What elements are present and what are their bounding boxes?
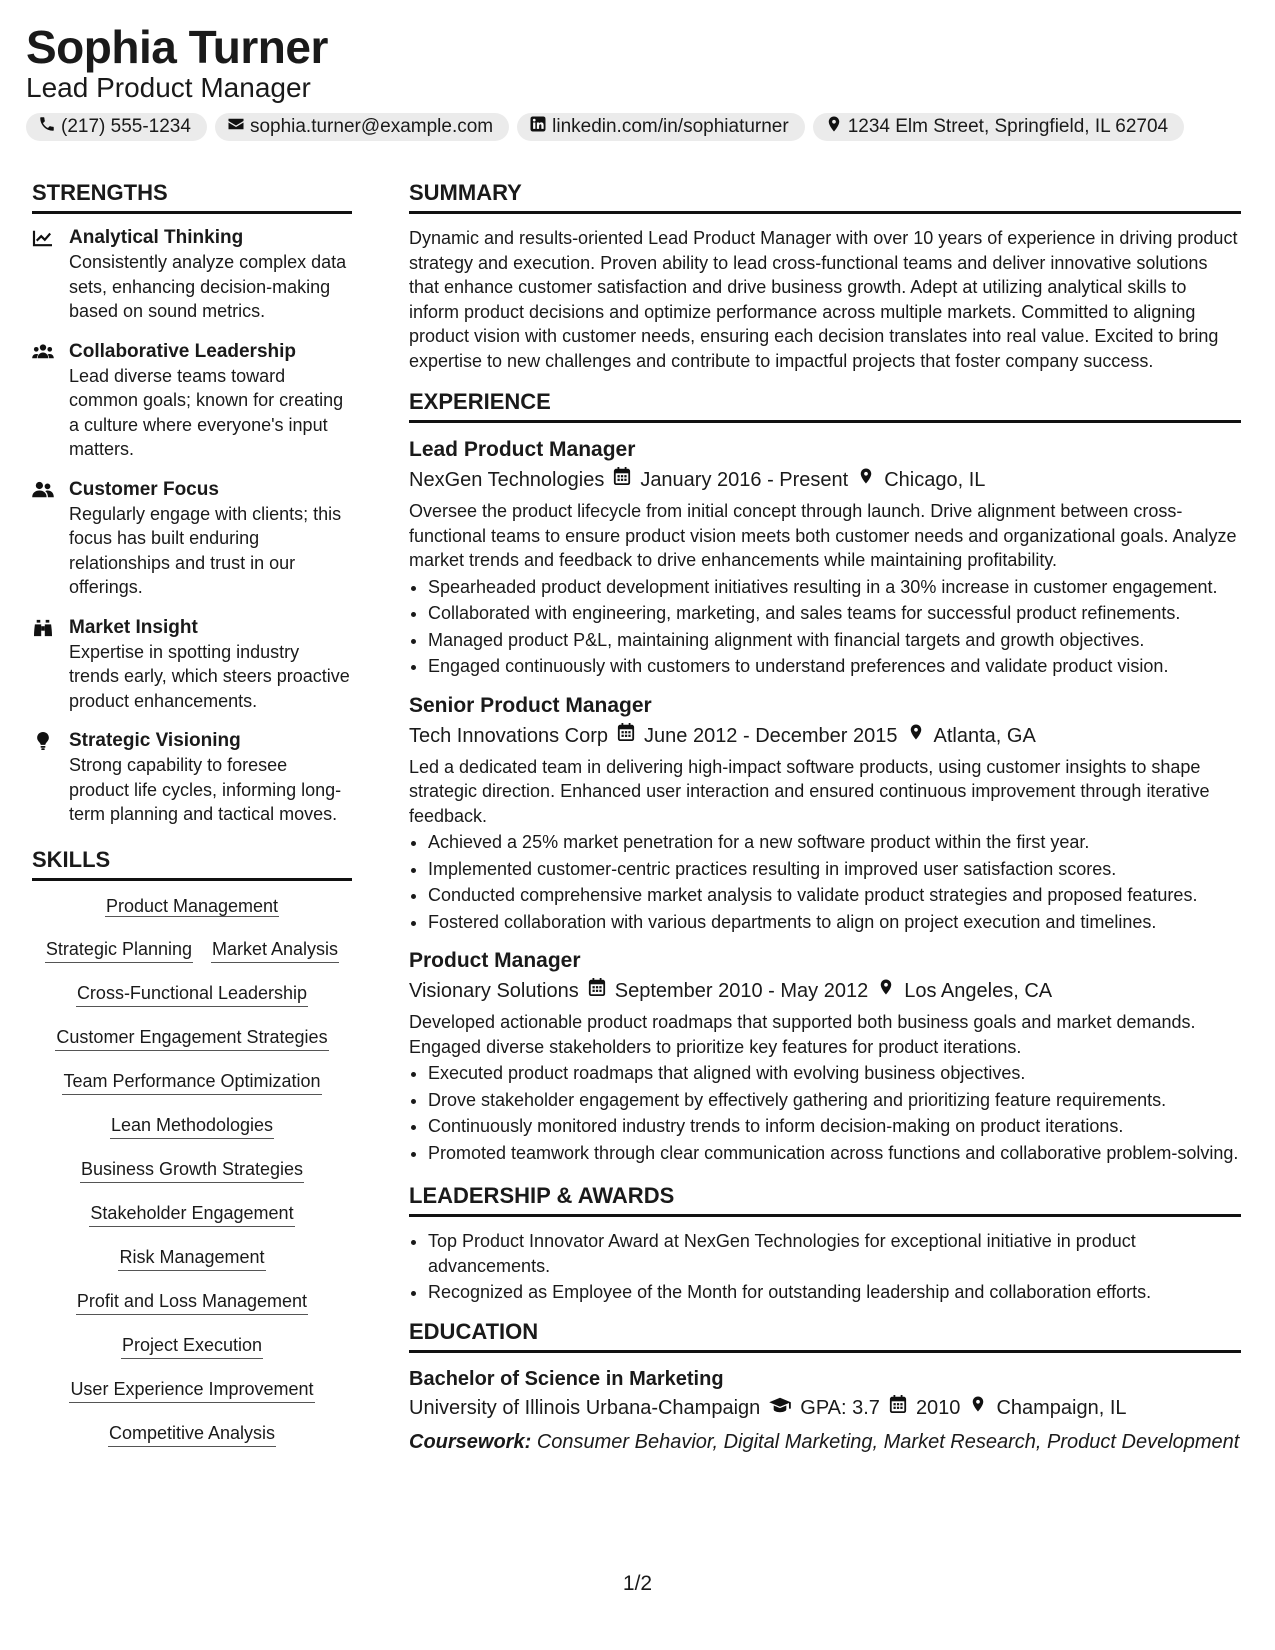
skill-tag: Strategic Planning	[45, 936, 193, 963]
strength-item	[32, 478, 352, 600]
contact-address[interactable]	[813, 113, 1184, 141]
job-title: Senior Product Manager	[409, 693, 652, 717]
strength-item	[32, 340, 352, 462]
job-location: Atlanta, GA	[933, 724, 1036, 747]
skill-tag: Lean Methodologies	[110, 1112, 274, 1139]
strength-desc: Regularly engage with clients; this focus has built enduring relationships and trust in our offerings.	[69, 503, 342, 597]
list-item: • Managed product P&L, maintaining alignment with financial targets and growth objectives.	[428, 628, 1241, 653]
contact-linkedin-text: linkedin.com/in/sophiaturner	[552, 116, 789, 137]
job-title: Product Manager	[409, 949, 581, 972]
map-pin-icon	[907, 721, 925, 751]
list-item: • Collaborated with engineering, marketing, and sales teams for successful product refinements.	[428, 601, 1241, 626]
contact-address-text: 1234 Elm Street, Springfield, IL 62704	[847, 116, 1169, 137]
job-location: Los Angeles, CA	[904, 980, 1053, 1002]
job-location: Chicago, IL	[884, 469, 986, 491]
edu-year: 2010	[915, 1396, 961, 1419]
skill-tag: User Experience Improvement	[69, 1376, 314, 1403]
skill-tag: Market Analysis	[211, 936, 339, 963]
job-dates: September 2010 - May 2012	[614, 980, 869, 1002]
user-group-icon	[32, 478, 56, 600]
right-column	[409, 180, 1241, 1457]
strength-name: Customer Focus	[69, 478, 219, 500]
skill-tag: Customer Engagement Strategies	[55, 1024, 328, 1051]
list-item: • Fostered collaboration with various departments to align on project execution and timelines.	[428, 910, 1241, 935]
strength-name: Strategic Visioning	[69, 730, 241, 751]
job-dates: June 2012 - December 2015	[644, 724, 898, 747]
strength-item	[32, 616, 352, 714]
candidate-name: Sophia Turner	[26, 21, 328, 73]
edu-gpa: GPA: 3.7	[800, 1396, 880, 1419]
contact-email-text: sophia.turner@example.com	[249, 116, 494, 137]
awards-list	[409, 1229, 1241, 1305]
skill-tag: Business Growth Strategies	[80, 1156, 304, 1183]
binoculars-icon	[32, 616, 56, 714]
job-company: Visionary Solutions	[409, 980, 579, 1002]
list-item: • Recognized as Employee of the Month for outstanding leadership and collaboration efforts.	[428, 1280, 1241, 1305]
edu-degree: Bachelor of Science in Marketing	[409, 1367, 724, 1390]
skill-tag: Product Management	[105, 895, 279, 916]
graduation-cap-icon	[769, 1393, 791, 1423]
contact-phone[interactable]	[26, 113, 207, 141]
coursework-text: Consumer Behavior, Digital Marketing, Market Research, Product Development	[536, 1430, 1240, 1453]
calendar-icon	[617, 721, 635, 751]
skills-heading: SKILLS	[32, 847, 352, 881]
job-desc: Oversee the product lifecycle from initial concept through launch. Drive alignment between cross-functional teams to ensure product vision meets both customer needs and organizational goals. Analyze market trends and feedback to drive enhancements while maintaining profitability.	[409, 501, 1237, 570]
map-pin-icon	[825, 115, 843, 139]
skill-tag: Stakeholder Engagement	[89, 1200, 294, 1227]
summary-text: Dynamic and results-oriented Lead Product Manager with over 10 years of experience in driving product strategy and execution. Proven ability to lead cross-functional teams and deliver innovative solutions that enhance customer satisfaction and drive business growth. Adept at utilizing analytical skills to inform product decisions and optimize performance across multiple markets. Committed to aligning product vision with customer needs, ensuring each decision translates into real value. Excited to bring expertise to new challenges and contribute to impactful projects that foster company success.	[409, 228, 1238, 371]
list-item: • Continuously monitored industry trends to inform decision-making on product iterations.	[428, 1114, 1241, 1139]
strength-desc: Consistently analyze complex data sets, enhancing decision-making based on sound metrics.	[69, 252, 347, 321]
envelope-icon	[227, 115, 245, 139]
strength-name: Analytical Thinking	[69, 227, 244, 248]
skill-tag: Team Performance Optimization	[62, 1068, 321, 1095]
job-company: Tech Innovations Corp	[409, 724, 609, 747]
job-entry	[409, 691, 1241, 935]
education-heading: EDUCATION	[409, 1319, 1241, 1353]
list-item: • Promoted teamwork through clear communication across functions and collaborative problem-solving.	[428, 1141, 1241, 1166]
skill-tag: Cross-Functional Leadership	[76, 980, 308, 1007]
job-title: Lead Product Manager	[409, 438, 636, 461]
phone-icon	[38, 115, 56, 139]
job-bullets	[409, 830, 1241, 934]
skill-tag: Project Execution	[121, 1332, 263, 1359]
list-item: • Achieved a 25% market penetration for a new software product within the first year.	[428, 830, 1241, 855]
strength-item	[32, 226, 352, 324]
map-pin-icon	[969, 1393, 987, 1423]
skill-tag: Risk Management	[118, 1244, 265, 1271]
list-item: • Engaged continuously with customers to understand preferences and validate product vision.	[428, 654, 1241, 679]
job-desc: Developed actionable product roadmaps that supported both business goals and market demands. Engaged diverse stakeholders to prioritize key features for product iterations.	[409, 1012, 1196, 1057]
linkedin-icon	[529, 115, 547, 139]
job-entry	[409, 946, 1241, 1165]
strength-desc: Lead diverse teams toward common goals; known for creating a culture where everyone's input matters.	[69, 365, 344, 459]
job-bullets	[409, 1061, 1241, 1165]
strength-item	[32, 729, 352, 827]
edu-meta	[409, 1393, 1241, 1423]
job-meta	[409, 721, 1241, 751]
job-desc: Led a dedicated team in delivering high-impact software products, using customer insights to shape strategic direction. Enhanced user interaction and ensured continuous improvement through iterative feedback.	[409, 756, 1210, 826]
strength-desc: Strong capability to foresee product life cycles, informing long-term planning and tactical moves.	[69, 755, 342, 824]
calendar-icon	[889, 1393, 907, 1423]
summary-heading: SUMMARY	[409, 180, 1241, 214]
job-meta	[409, 976, 1241, 1006]
users-icon	[32, 340, 56, 462]
edu-location: Champaign, IL	[996, 1396, 1127, 1419]
job-entry	[409, 435, 1241, 679]
strength-name: Collaborative Leadership	[69, 340, 297, 362]
contact-phone-text: (217) 555-1234	[61, 116, 191, 137]
list-item: • Spearheaded product development initiatives resulting in a 30% increase in customer engagement.	[428, 575, 1241, 600]
strength-name: Market Insight	[69, 616, 198, 638]
job-dates: January 2016 - Present	[640, 469, 849, 491]
awards-heading: LEADERSHIP & AWARDS	[409, 1183, 1241, 1217]
map-pin-icon	[857, 465, 875, 495]
experience-heading: EXPERIENCE	[409, 389, 1241, 423]
map-pin-icon	[877, 976, 895, 1006]
list-item: • Executed product roadmaps that aligned with evolving business objectives.	[428, 1061, 1241, 1086]
list-item: • Implemented customer-centric practices resulting in improved user satisfaction scores.	[428, 857, 1241, 882]
strengths-heading: STRENGTHS	[32, 180, 352, 214]
coursework-label: Coursework:	[409, 1430, 532, 1453]
list-item: • Top Product Innovator Award at NexGen Technologies for exceptional initiative in product advancements.	[428, 1229, 1241, 1278]
skill-row-wrapper	[32, 893, 352, 919]
skills-list	[32, 893, 352, 1464]
calendar-icon	[588, 976, 606, 1006]
job-company: NexGen Technologies	[409, 469, 605, 491]
skill-tag: Profit and Loss Management	[76, 1288, 308, 1315]
list-item: • Conducted comprehensive market analysis to validate product strategies and proposed features.	[428, 883, 1241, 908]
calendar-icon	[613, 465, 631, 495]
edu-coursework	[409, 1427, 1241, 1457]
contact-email[interactable]	[215, 113, 509, 141]
chart-line-icon	[32, 226, 56, 324]
contact-bar	[26, 113, 1184, 141]
candidate-title: Lead Product Manager	[26, 72, 311, 103]
left-column	[32, 180, 352, 1464]
page-number: 1/2	[622, 1572, 653, 1595]
job-meta	[409, 465, 1241, 495]
skill-tag: Competitive Analysis	[108, 1420, 276, 1447]
contact-linkedin[interactable]	[517, 113, 805, 141]
edu-school: University of Illinois Urbana-Champaign	[409, 1396, 761, 1419]
strength-desc: Expertise in spotting industry trends early, which steers proactive product enhancements.	[69, 641, 350, 711]
job-bullets	[409, 575, 1241, 679]
list-item: • Drove stakeholder engagement by effectively gathering and prioritizing feature requirements.	[428, 1088, 1241, 1113]
lightbulb-icon	[32, 729, 56, 827]
